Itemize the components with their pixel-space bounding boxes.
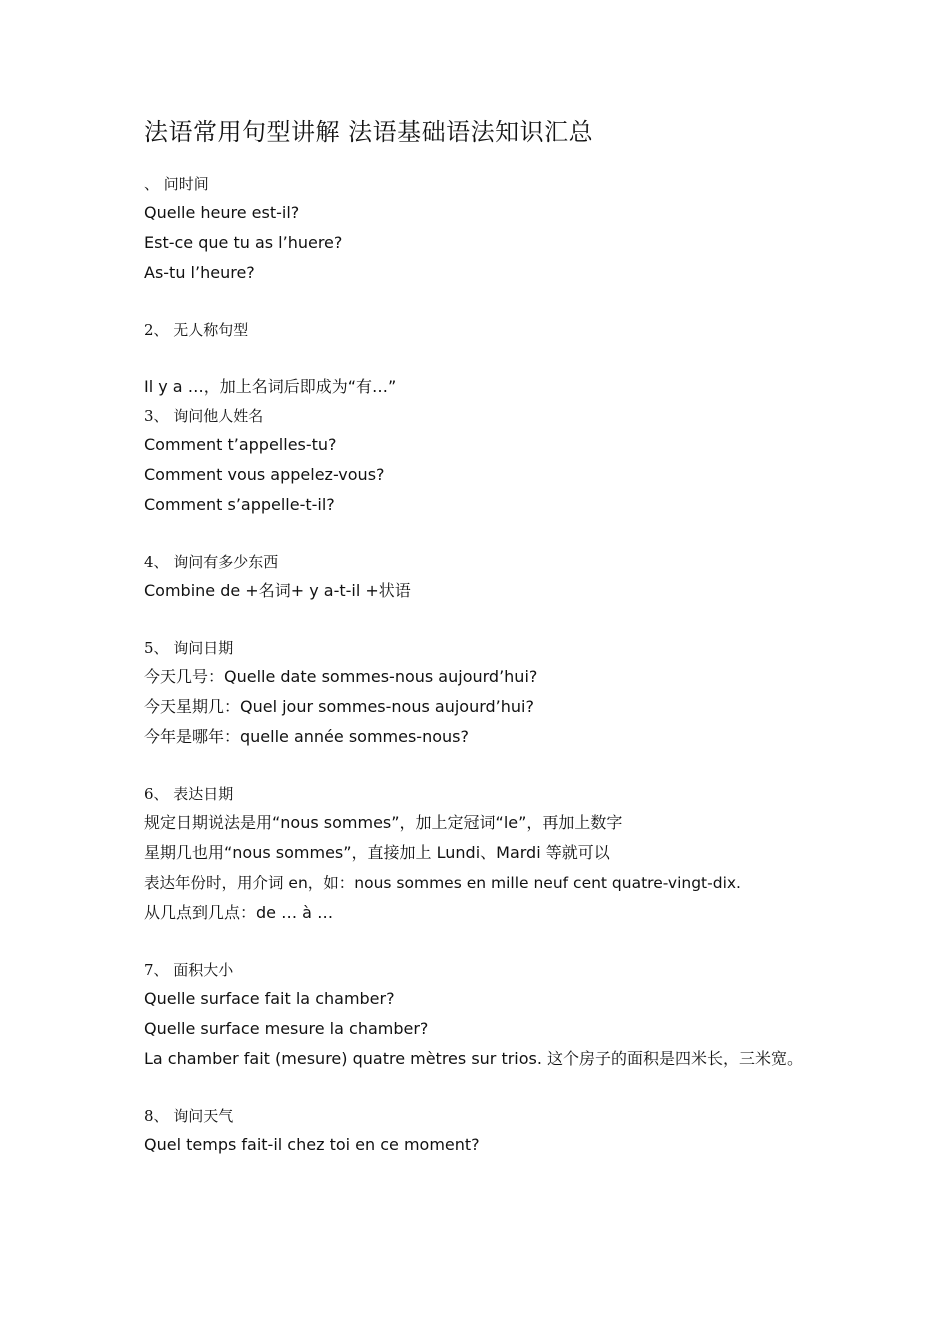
example-line: 规定日期说法是用“nous sommes”，加上定冠词“le”，再加上数字 bbox=[144, 813, 623, 832]
example-line: 表达年份时，用介词 en，如：nous sommes en mille neuf cent quatre-vingt-dix. bbox=[144, 874, 741, 892]
spacer bbox=[144, 1074, 824, 1102]
spacer bbox=[144, 928, 824, 956]
section-heading: 8、 询问天气 bbox=[144, 1107, 234, 1125]
spacer bbox=[144, 520, 824, 548]
example-line: Quelle heure est-il? bbox=[144, 203, 300, 222]
example-line: La chamber fait (mesure) quatre mètres sur trios. 这个房子的面积是四米长，三米宽。 bbox=[144, 1049, 804, 1068]
spacer bbox=[144, 288, 824, 316]
example-line: 从几点到几点：de … à … bbox=[144, 903, 334, 922]
example-line: Quelle surface mesure la chamber? bbox=[144, 1019, 429, 1038]
spacer bbox=[144, 606, 824, 634]
section-heading: 6、 表达日期 bbox=[144, 785, 234, 803]
spacer bbox=[144, 344, 824, 372]
section-ask-time bbox=[144, 170, 824, 288]
example-line: Quel temps fait-il chez toi en ce moment? bbox=[144, 1135, 480, 1154]
section-heading: 4、 询问有多少东西 bbox=[144, 553, 279, 571]
example-line: 今天星期几：Quel jour sommes-nous aujourd’hui? bbox=[144, 697, 534, 716]
section-heading: 7、 面积大小 bbox=[144, 961, 234, 979]
example-line: Il y a …，加上名词后即成为“有…” bbox=[144, 377, 397, 396]
section-ask-name bbox=[144, 402, 824, 520]
document-page bbox=[144, 110, 824, 1160]
example-line: Est-ce que tu as l’huere? bbox=[144, 233, 343, 252]
example-line: 今天几号：Quelle date sommes-nous aujourd’hui? bbox=[144, 667, 538, 686]
section-ask-date bbox=[144, 634, 824, 752]
example-line: Quelle surface fait la chamber? bbox=[144, 989, 395, 1008]
example-line: As-tu l’heure? bbox=[144, 263, 255, 282]
section-heading: 2、 无人称句型 bbox=[144, 321, 249, 339]
example-line: Comment s’appelle-t-il? bbox=[144, 495, 335, 514]
example-line: 星期几也用“nous sommes”，直接加上 Lundi、Mardi 等就可以 bbox=[144, 843, 610, 862]
section-ask-quantity bbox=[144, 548, 824, 606]
example-line: Comment t’appelles-tu? bbox=[144, 435, 337, 454]
spacer bbox=[144, 752, 824, 780]
document-title: 法语常用句型讲解 法语基础语法知识汇总 bbox=[144, 118, 594, 146]
section-express-date bbox=[144, 780, 824, 928]
example-line: 今年是哪年：quelle année sommes-nous? bbox=[144, 727, 469, 746]
section-ask-weather bbox=[144, 1102, 824, 1160]
section-impersonal bbox=[144, 316, 824, 402]
section-heading: 5、 询问日期 bbox=[144, 639, 234, 657]
section-area-size bbox=[144, 956, 824, 1074]
example-line: Combine de +名词+ y a-t-il +状语 bbox=[144, 581, 411, 600]
section-heading: 3、 询问他人姓名 bbox=[144, 407, 264, 425]
example-line: Comment vous appelez-vous? bbox=[144, 465, 385, 484]
section-heading: 、 问时间 bbox=[144, 175, 209, 193]
